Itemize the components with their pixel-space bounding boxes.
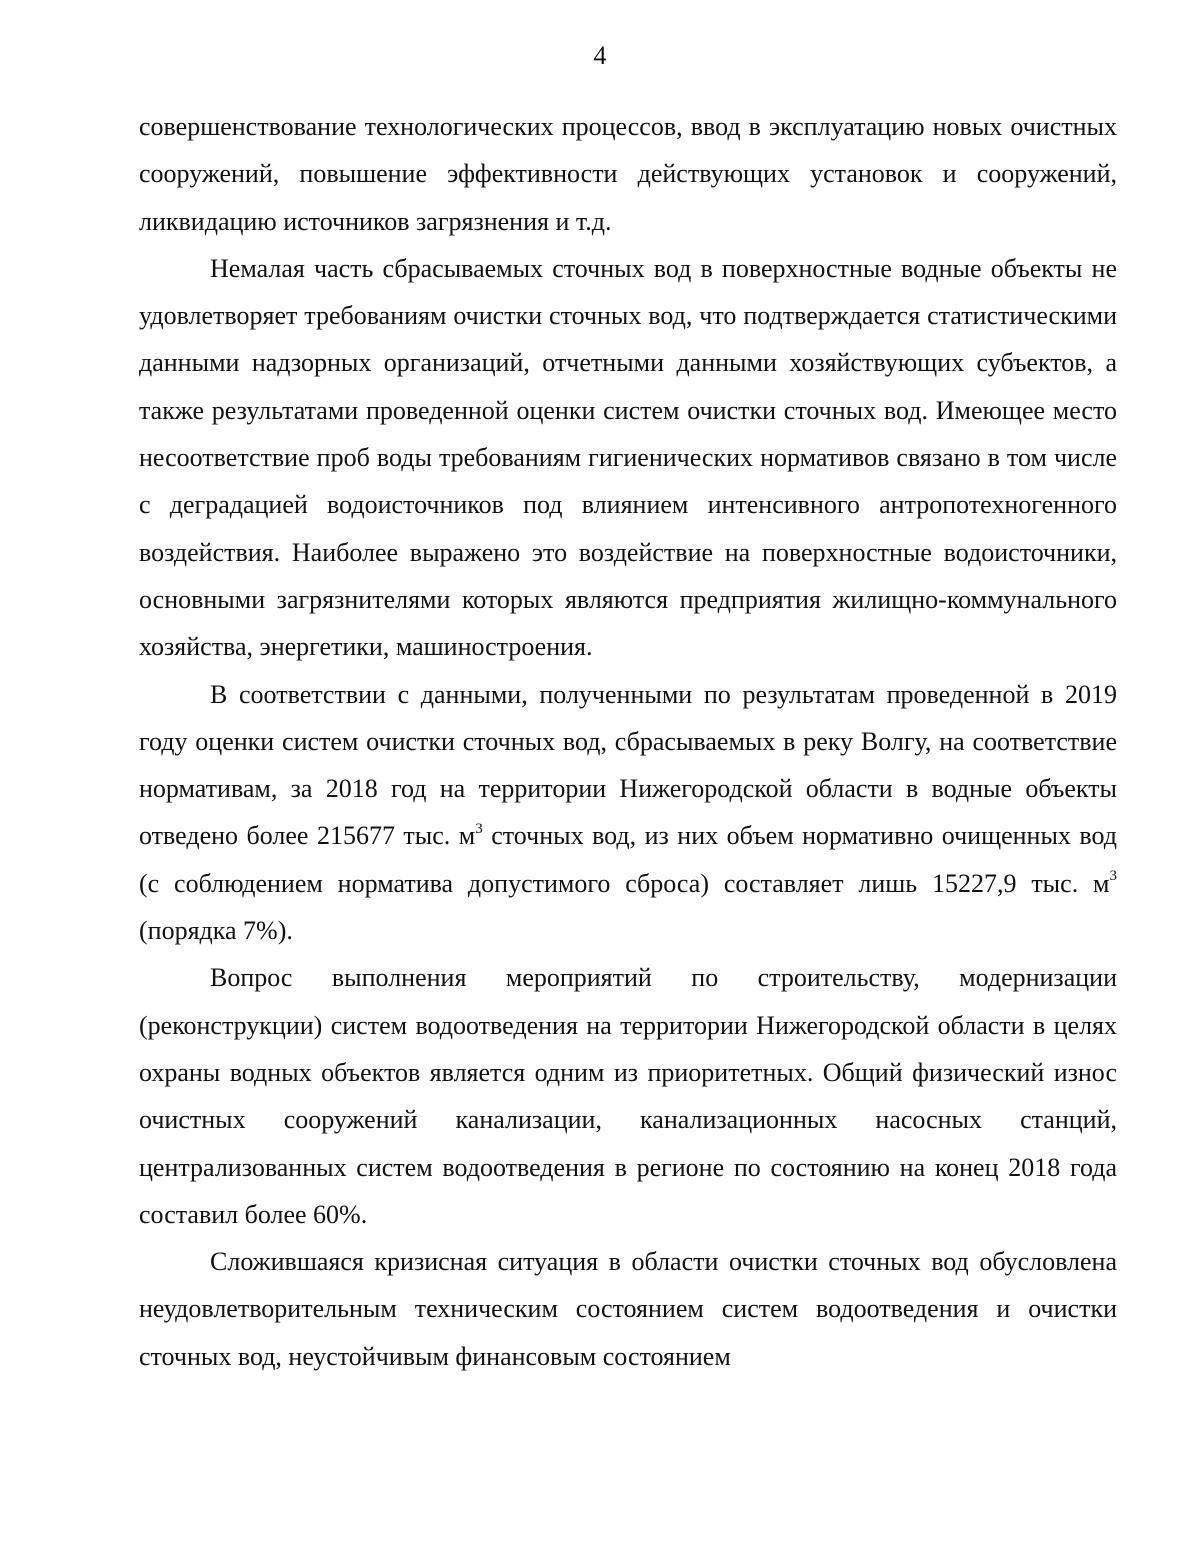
page-number: 4 (593, 41, 607, 70)
paragraph-text-part: (порядка 7%). (139, 916, 293, 946)
paragraph-text-part: сточных вод, из них объем нормативно очищенных вод (с соблюдением норматива допустимого сброса) составляет лишь 15227,9 тыс. м (139, 821, 1117, 898)
paragraph-modernization-priority: Вопрос выполнения мероприятий по строительству, модернизации (реконструкции) систем водоотведения на территории Нижегородской области в целях охраны водных объектов является одним из приоритетных. Общий физический износ очистных сооружений канализации, канализационных насосных станций, централизованных систем водоотведения в регионе по состоянию на конец 2018 года составил более 60%. (139, 963, 1117, 1229)
paragraph-text-part: В соответствии с данными, полученными по результатам проведенной в 2019 году оценки систем очистки сточных вод, сбрасываемых в реку Волгу, на соответствие нормативам, за 2018 год на территории Нижегородской области в водные объекты отведено более 215677 тыс. м (139, 679, 1117, 851)
paragraph-crisis-situation: Сложившаяся кризисная ситуация в области очистки сточных вод обусловлена неудовлетворительным техническим состоянием систем водоотведения и очистки сточных вод, неустойчивым финансовым состоянием (139, 1247, 1117, 1371)
paragraph-volga-assessment (139, 671, 1117, 955)
document-body (139, 103, 1117, 1380)
superscript-cubic: 3 (1109, 868, 1117, 885)
superscript-cubic: 3 (475, 820, 483, 837)
paragraph-wastewater-noncompliance: Немалая часть сбрасываемых сточных вод в поверхностные водные объекты не удовлетворяет требованиям очистки сточных вод, что подтверждается статистическими данными надзорных организаций, отчетными данными хозяйствующих субъектов, а также результатами проведенной оценки систем очистки сточных вод. Имеющее место несоответствие проб воды требованиям гигиенических нормативов связано в том числе с деградацией водоисточников под влиянием интенсивного антропотехногенного воздействия. Наиболее выражено это воздействие на поверхностные водоисточники, основными загрязнителями которых являются предприятия жилищно-коммунального хозяйства, энергетики, машиностроения. (139, 253, 1117, 662)
paragraph-continuation: совершенствование технологических процессов, ввод в эксплуатацию новых очистных сооружений, повышение эффективности действующих установок и сооружений, ликвидацию источников загрязнения и т.д. (139, 112, 1117, 236)
